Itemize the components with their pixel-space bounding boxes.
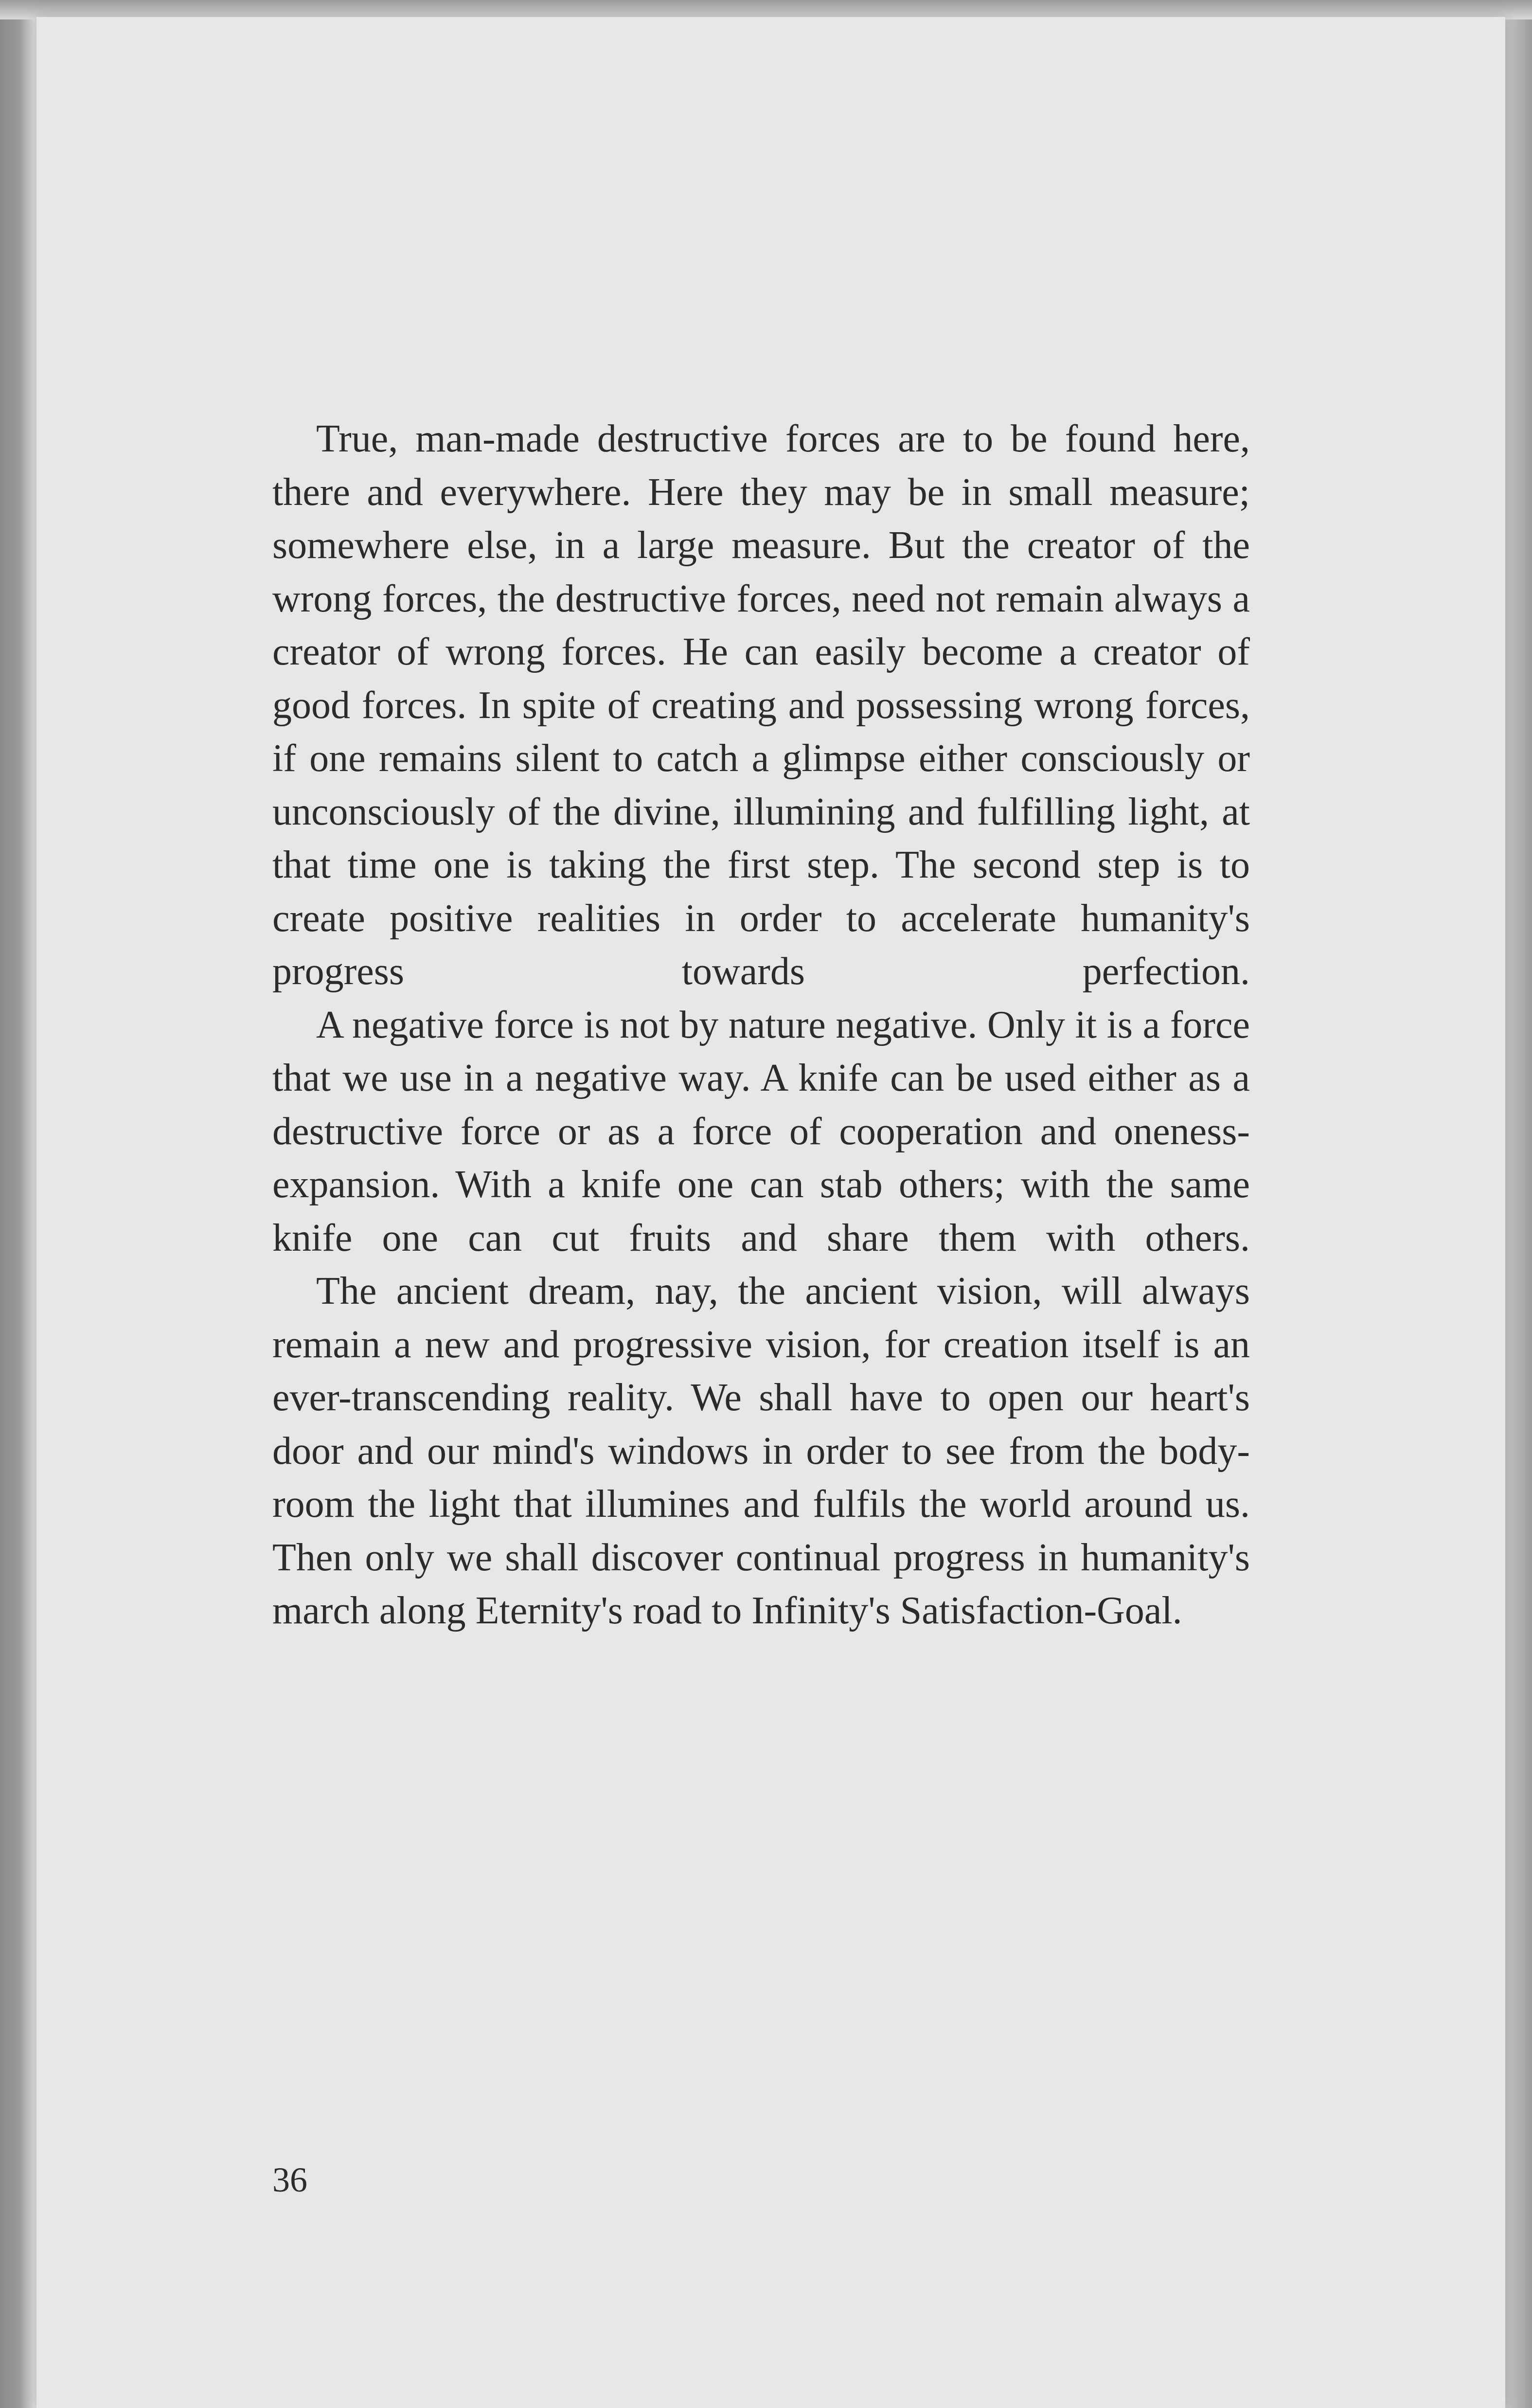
body-text: [272, 413, 1250, 1638]
paragraph-3: The ancient dream, nay, the ancient vision, will always remain a new and progressive vision, for creation itself is an ever-transcending reality. We shall have to open our heart's door and our mind's windows in order to see from the body-room the light that illumines and fulfils the world around us. Then only we shall discover continual progress in humanity's march along Eternity's road to Infinity's Satisfaction-Goal.: [272, 1270, 1250, 1632]
paragraph-2: A negative force is not by nature negative. Only it is a force that we use in a negative way. A knife can be used either as a destructive force or as a force of cooperation and oneness-expansion. With a knife one can stab others; with the same knife one can cut fruits and share them with others.: [272, 1003, 1250, 1259]
paragraph-1: True, man-made destructive forces are to be found here, there and everywhere. Here they may be in small measure; somewhere else, in a large measure. But the creator of the wrong forces, the destructive forces, need not remain always a creator of wrong forces. He can easily become a creator of good forces. In spite of creating and possessing wrong forces, if one remains silent to catch a glimpse either consciously or unconsciously of the divine, illumining and fulfilling light, at that time one is taking the first step. The second step is to create positive realities in order to accelerate humanity's progress towards perfection.: [272, 417, 1250, 993]
page-number: 36: [272, 2160, 307, 2199]
